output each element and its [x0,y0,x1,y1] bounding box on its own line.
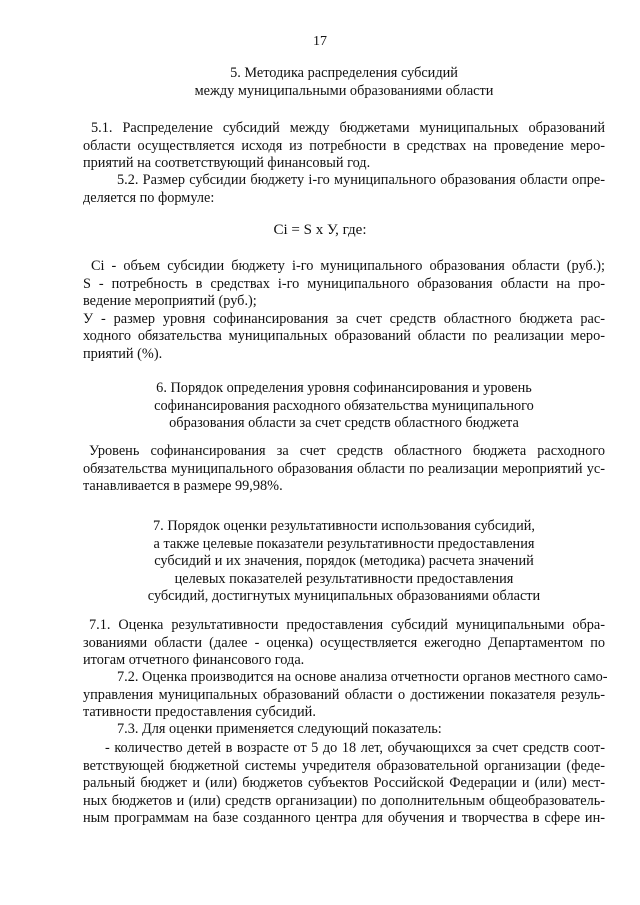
text-line: ведение мероприятий (руб.); [83,293,257,310]
text-line: 7.3. Для оценки применяется следующий показатель: [117,721,442,737]
text-line: тативности предоставления субсидий. [83,704,316,721]
text-line: Уровень софинансирования за счет средств областного бюджета расходного [89,443,605,459]
heading-line: между муниципальными образованиями области [194,82,494,99]
paragraph-5-2 [83,172,605,207]
heading-line: целевых показателей результативности предоставления [174,570,514,587]
text-line: области осуществляется исходя из потребности в средствах на проведение меро- [83,137,605,154]
text-line: ходного обязательства муниципальных образований области по реализации меро- [83,328,605,345]
text-line: управления муниципальных образований области о достижении показателя резуль- [83,686,605,703]
text-line: У - размер уровня софинансирования за счет средств областного бюджета рас- [83,310,605,327]
text-line: - количество детей в возрасте от 5 до 18 лет, обучающихся за счет средств соот- [105,740,605,756]
paragraph-indicator [83,740,605,828]
text-line: танавливается в размере 99,98%. [83,478,283,495]
text-line: 5.1. Распределение субсидий между бюджетами муниципальных образований [91,120,605,136]
section-6-heading [83,380,605,433]
paragraph-5-1 [83,120,605,173]
text-line: ральный бюджет и (или) бюджетов субъектов Российской Федерации и (или) мест- [83,775,605,792]
text-line: зованиями области (далее - оценка) осуществляется ежегодно Департаментом по [83,634,605,651]
page-number: 17 [313,34,327,49]
heading-line: 6. Порядок определения уровня софинансирования и уровень [156,380,532,396]
formula: Ci = S x У, где: [273,222,367,238]
paragraph-7-2 [83,669,608,722]
paragraph-7-1 [83,617,605,670]
text-line: приятий на соответствующий финансовый год. [83,155,371,172]
text-line: итогам отчетного финансового года. [83,652,305,669]
heading-line: 7. Порядок оценки результативности использования субсидий, [153,518,535,534]
paragraph-6 [83,443,605,496]
text-line: ным программам на базе созданного центра для обучения и творчества в сфере ин- [83,810,605,827]
text-line: обязательства муниципального образования области по реализации мероприятий ус- [83,460,605,477]
heading-line: субсидий, достигнутых муниципальных образованиями области [147,588,541,605]
text-line: приятий (%). [83,345,163,362]
heading-line: 5. Методика распределения субсидий [230,65,458,81]
paragraph-7-3 [83,721,605,739]
heading-line: а также целевые показатели результативности предоставления [153,535,535,552]
formula-definitions [83,258,605,364]
text-line: ных бюджетов и (или) средств организации) по дополнительным общеобразователь- [83,792,605,809]
heading-line: образования области за счет средств областного бюджета [169,415,519,432]
section-7-heading [83,518,605,606]
text-line: деляется по формуле: [83,189,215,206]
text-line: S - потребность в средствах i-го муниципального образования области на про- [83,275,605,292]
text-line: ветствующей бюджетной системы учредителя образовательной организации (феде- [83,757,605,774]
section-5-heading [83,65,605,100]
text-line: 7.2. Оценка производится на основе анализа отчетности органов местного само- [117,669,608,685]
text-line: 7.1. Оценка результативности предоставления субсидий муниципальными обра- [89,617,605,633]
text-line: Ci - объем субсидии бюджету i-го муниципального образования области (руб.); [91,258,605,274]
text-line: 5.2. Размер субсидии бюджету i-го муниципального образования области опре- [117,172,605,188]
heading-line: субсидий и их значения, порядок (методика) расчета значений [154,553,534,570]
heading-line: софинансирования расходного обязательства муниципального [154,397,534,414]
